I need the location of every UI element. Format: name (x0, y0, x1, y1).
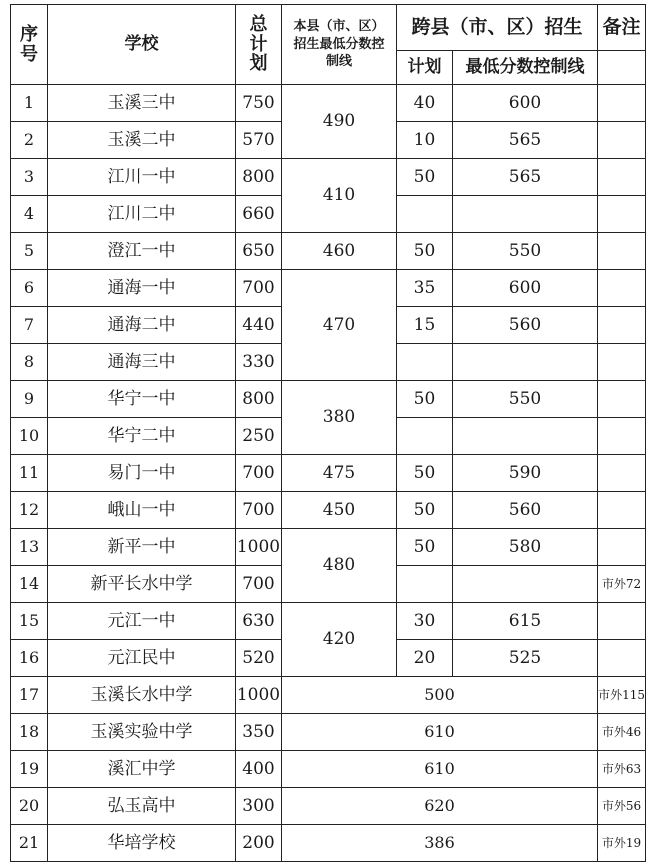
cell-school: 玉溪长水中学 (48, 677, 236, 714)
cell-cross-min: 600 (453, 85, 598, 122)
cell-no: 6 (11, 270, 48, 307)
cell-remark: 市外63 (598, 751, 646, 788)
cell-total: 700 (236, 455, 282, 492)
cell-cross-min: 600 (453, 270, 598, 307)
header-cross-min-score: 最低分数控制线 (453, 51, 598, 85)
cell-cross-min: 580 (453, 529, 598, 566)
table-row (11, 233, 646, 270)
table-row (11, 677, 646, 714)
cell-remark (598, 381, 646, 418)
cell-school: 新平一中 (48, 529, 236, 566)
cell-total: 660 (236, 196, 282, 233)
cell-cross-min (453, 196, 598, 233)
cell-remark (598, 270, 646, 307)
header-total-plan: 总 计 划 (236, 5, 282, 85)
cell-remark: 市外46 (598, 714, 646, 751)
cell-school: 华宁二中 (48, 418, 236, 455)
cell-remark: 市外115 (598, 677, 646, 714)
cell-cross-min: 550 (453, 381, 598, 418)
cell-total: 440 (236, 307, 282, 344)
header-cross-county: 跨县（市、区）招生 (397, 5, 598, 51)
cell-remark (598, 307, 646, 344)
cell-cross-plan (397, 344, 453, 381)
cell-local-min: 460 (282, 233, 397, 270)
cell-total: 750 (236, 85, 282, 122)
cell-cross-plan: 50 (397, 455, 453, 492)
cell-total: 700 (236, 270, 282, 307)
cell-total: 1000 (236, 677, 282, 714)
table-row (11, 381, 646, 418)
cell-local-min: 450 (282, 492, 397, 529)
cell-no: 12 (11, 492, 48, 529)
cell-remark: 市外56 (598, 788, 646, 825)
cell-total: 570 (236, 122, 282, 159)
cell-cross-plan: 20 (397, 640, 453, 677)
cell-school: 新平长水中学 (48, 566, 236, 603)
cell-merged-min-score: 610 (282, 714, 598, 751)
table-row (11, 603, 646, 640)
cell-school: 峨山一中 (48, 492, 236, 529)
cell-total: 200 (236, 825, 282, 862)
cell-no: 20 (11, 788, 48, 825)
cell-cross-min: 565 (453, 122, 598, 159)
cell-school: 元江一中 (48, 603, 236, 640)
cell-school: 弘玉高中 (48, 788, 236, 825)
cell-merged-min-score: 610 (282, 751, 598, 788)
cell-cross-min: 560 (453, 307, 598, 344)
header-remarks: 备注 (598, 5, 646, 51)
cell-no: 17 (11, 677, 48, 714)
cell-total: 350 (236, 714, 282, 751)
cell-local-min: 380 (282, 381, 397, 455)
cell-cross-plan: 50 (397, 233, 453, 270)
cell-cross-min: 615 (453, 603, 598, 640)
cell-cross-plan: 50 (397, 492, 453, 529)
cell-cross-plan (397, 566, 453, 603)
cell-no: 19 (11, 751, 48, 788)
cell-remark (598, 233, 646, 270)
cell-total: 300 (236, 788, 282, 825)
cell-cross-min: 560 (453, 492, 598, 529)
cell-cross-min: 590 (453, 455, 598, 492)
cell-total: 1000 (236, 529, 282, 566)
cell-remark (598, 640, 646, 677)
cell-total: 700 (236, 566, 282, 603)
cell-school: 澄江一中 (48, 233, 236, 270)
cell-no: 11 (11, 455, 48, 492)
cell-remark (598, 344, 646, 381)
table-row (11, 714, 646, 751)
admission-score-table (10, 4, 646, 862)
table-row (11, 825, 646, 862)
table-row (11, 492, 646, 529)
table-row (11, 529, 646, 566)
cell-cross-plan: 50 (397, 381, 453, 418)
cell-cross-min (453, 566, 598, 603)
cell-merged-min-score: 386 (282, 825, 598, 862)
cell-school: 江川二中 (48, 196, 236, 233)
cell-no: 1 (11, 85, 48, 122)
cell-remark (598, 603, 646, 640)
header-school: 学校 (48, 5, 236, 85)
cell-remark (598, 85, 646, 122)
cell-school: 溪汇中学 (48, 751, 236, 788)
cell-cross-plan: 15 (397, 307, 453, 344)
header-cross-plan: 计划 (397, 51, 453, 85)
cell-school: 通海三中 (48, 344, 236, 381)
cell-cross-plan: 40 (397, 85, 453, 122)
cell-school: 玉溪三中 (48, 85, 236, 122)
cell-school: 通海二中 (48, 307, 236, 344)
cell-cross-min (453, 344, 598, 381)
cell-local-min: 490 (282, 85, 397, 159)
header-serial-number: 序 号 (11, 5, 48, 85)
cell-local-min: 420 (282, 603, 397, 677)
cell-no: 14 (11, 566, 48, 603)
cell-local-min: 480 (282, 529, 397, 603)
table-row (11, 159, 646, 196)
cell-school: 玉溪二中 (48, 122, 236, 159)
cell-no: 5 (11, 233, 48, 270)
cell-remark (598, 418, 646, 455)
table-row (11, 270, 646, 307)
cell-cross-plan: 50 (397, 529, 453, 566)
cell-school: 易门一中 (48, 455, 236, 492)
cell-school: 华宁一中 (48, 381, 236, 418)
cell-total: 800 (236, 159, 282, 196)
table-row (11, 455, 646, 492)
cell-total: 520 (236, 640, 282, 677)
cell-total: 400 (236, 751, 282, 788)
cell-cross-min: 525 (453, 640, 598, 677)
cell-local-min: 470 (282, 270, 397, 381)
cell-merged-min-score: 620 (282, 788, 598, 825)
cell-local-min: 475 (282, 455, 397, 492)
cell-remark: 市外19 (598, 825, 646, 862)
cell-no: 16 (11, 640, 48, 677)
table-row (11, 788, 646, 825)
cell-merged-min-score: 500 (282, 677, 598, 714)
cell-cross-min: 565 (453, 159, 598, 196)
cell-cross-plan (397, 418, 453, 455)
cell-remark (598, 159, 646, 196)
header-local-min-score: 本县（市、区） 招生最低分数控 制线 (282, 5, 397, 85)
cell-cross-plan: 30 (397, 603, 453, 640)
cell-no: 4 (11, 196, 48, 233)
cell-cross-plan: 10 (397, 122, 453, 159)
cell-remark (598, 529, 646, 566)
cell-no: 18 (11, 714, 48, 751)
cell-cross-plan (397, 196, 453, 233)
cell-no: 7 (11, 307, 48, 344)
cell-cross-min (453, 418, 598, 455)
cell-no: 21 (11, 825, 48, 862)
cell-remark (598, 455, 646, 492)
cell-school: 元江民中 (48, 640, 236, 677)
cell-remark (598, 122, 646, 159)
cell-no: 10 (11, 418, 48, 455)
cell-remark: 市外72 (598, 566, 646, 603)
cell-total: 700 (236, 492, 282, 529)
cell-school: 江川一中 (48, 159, 236, 196)
cell-no: 9 (11, 381, 48, 418)
cell-cross-plan: 35 (397, 270, 453, 307)
cell-cross-min: 550 (453, 233, 598, 270)
cell-no: 13 (11, 529, 48, 566)
table-row (11, 85, 646, 122)
table-row (11, 751, 646, 788)
cell-total: 250 (236, 418, 282, 455)
cell-cross-plan: 50 (397, 159, 453, 196)
header-remarks-blank (598, 51, 646, 85)
cell-school: 通海一中 (48, 270, 236, 307)
cell-total: 330 (236, 344, 282, 381)
cell-total: 650 (236, 233, 282, 270)
cell-remark (598, 196, 646, 233)
cell-school: 华培学校 (48, 825, 236, 862)
cell-no: 8 (11, 344, 48, 381)
cell-school: 玉溪实验中学 (48, 714, 236, 751)
cell-remark (598, 492, 646, 529)
cell-no: 3 (11, 159, 48, 196)
cell-total: 800 (236, 381, 282, 418)
cell-local-min: 410 (282, 159, 397, 233)
cell-no: 15 (11, 603, 48, 640)
cell-no: 2 (11, 122, 48, 159)
cell-total: 630 (236, 603, 282, 640)
